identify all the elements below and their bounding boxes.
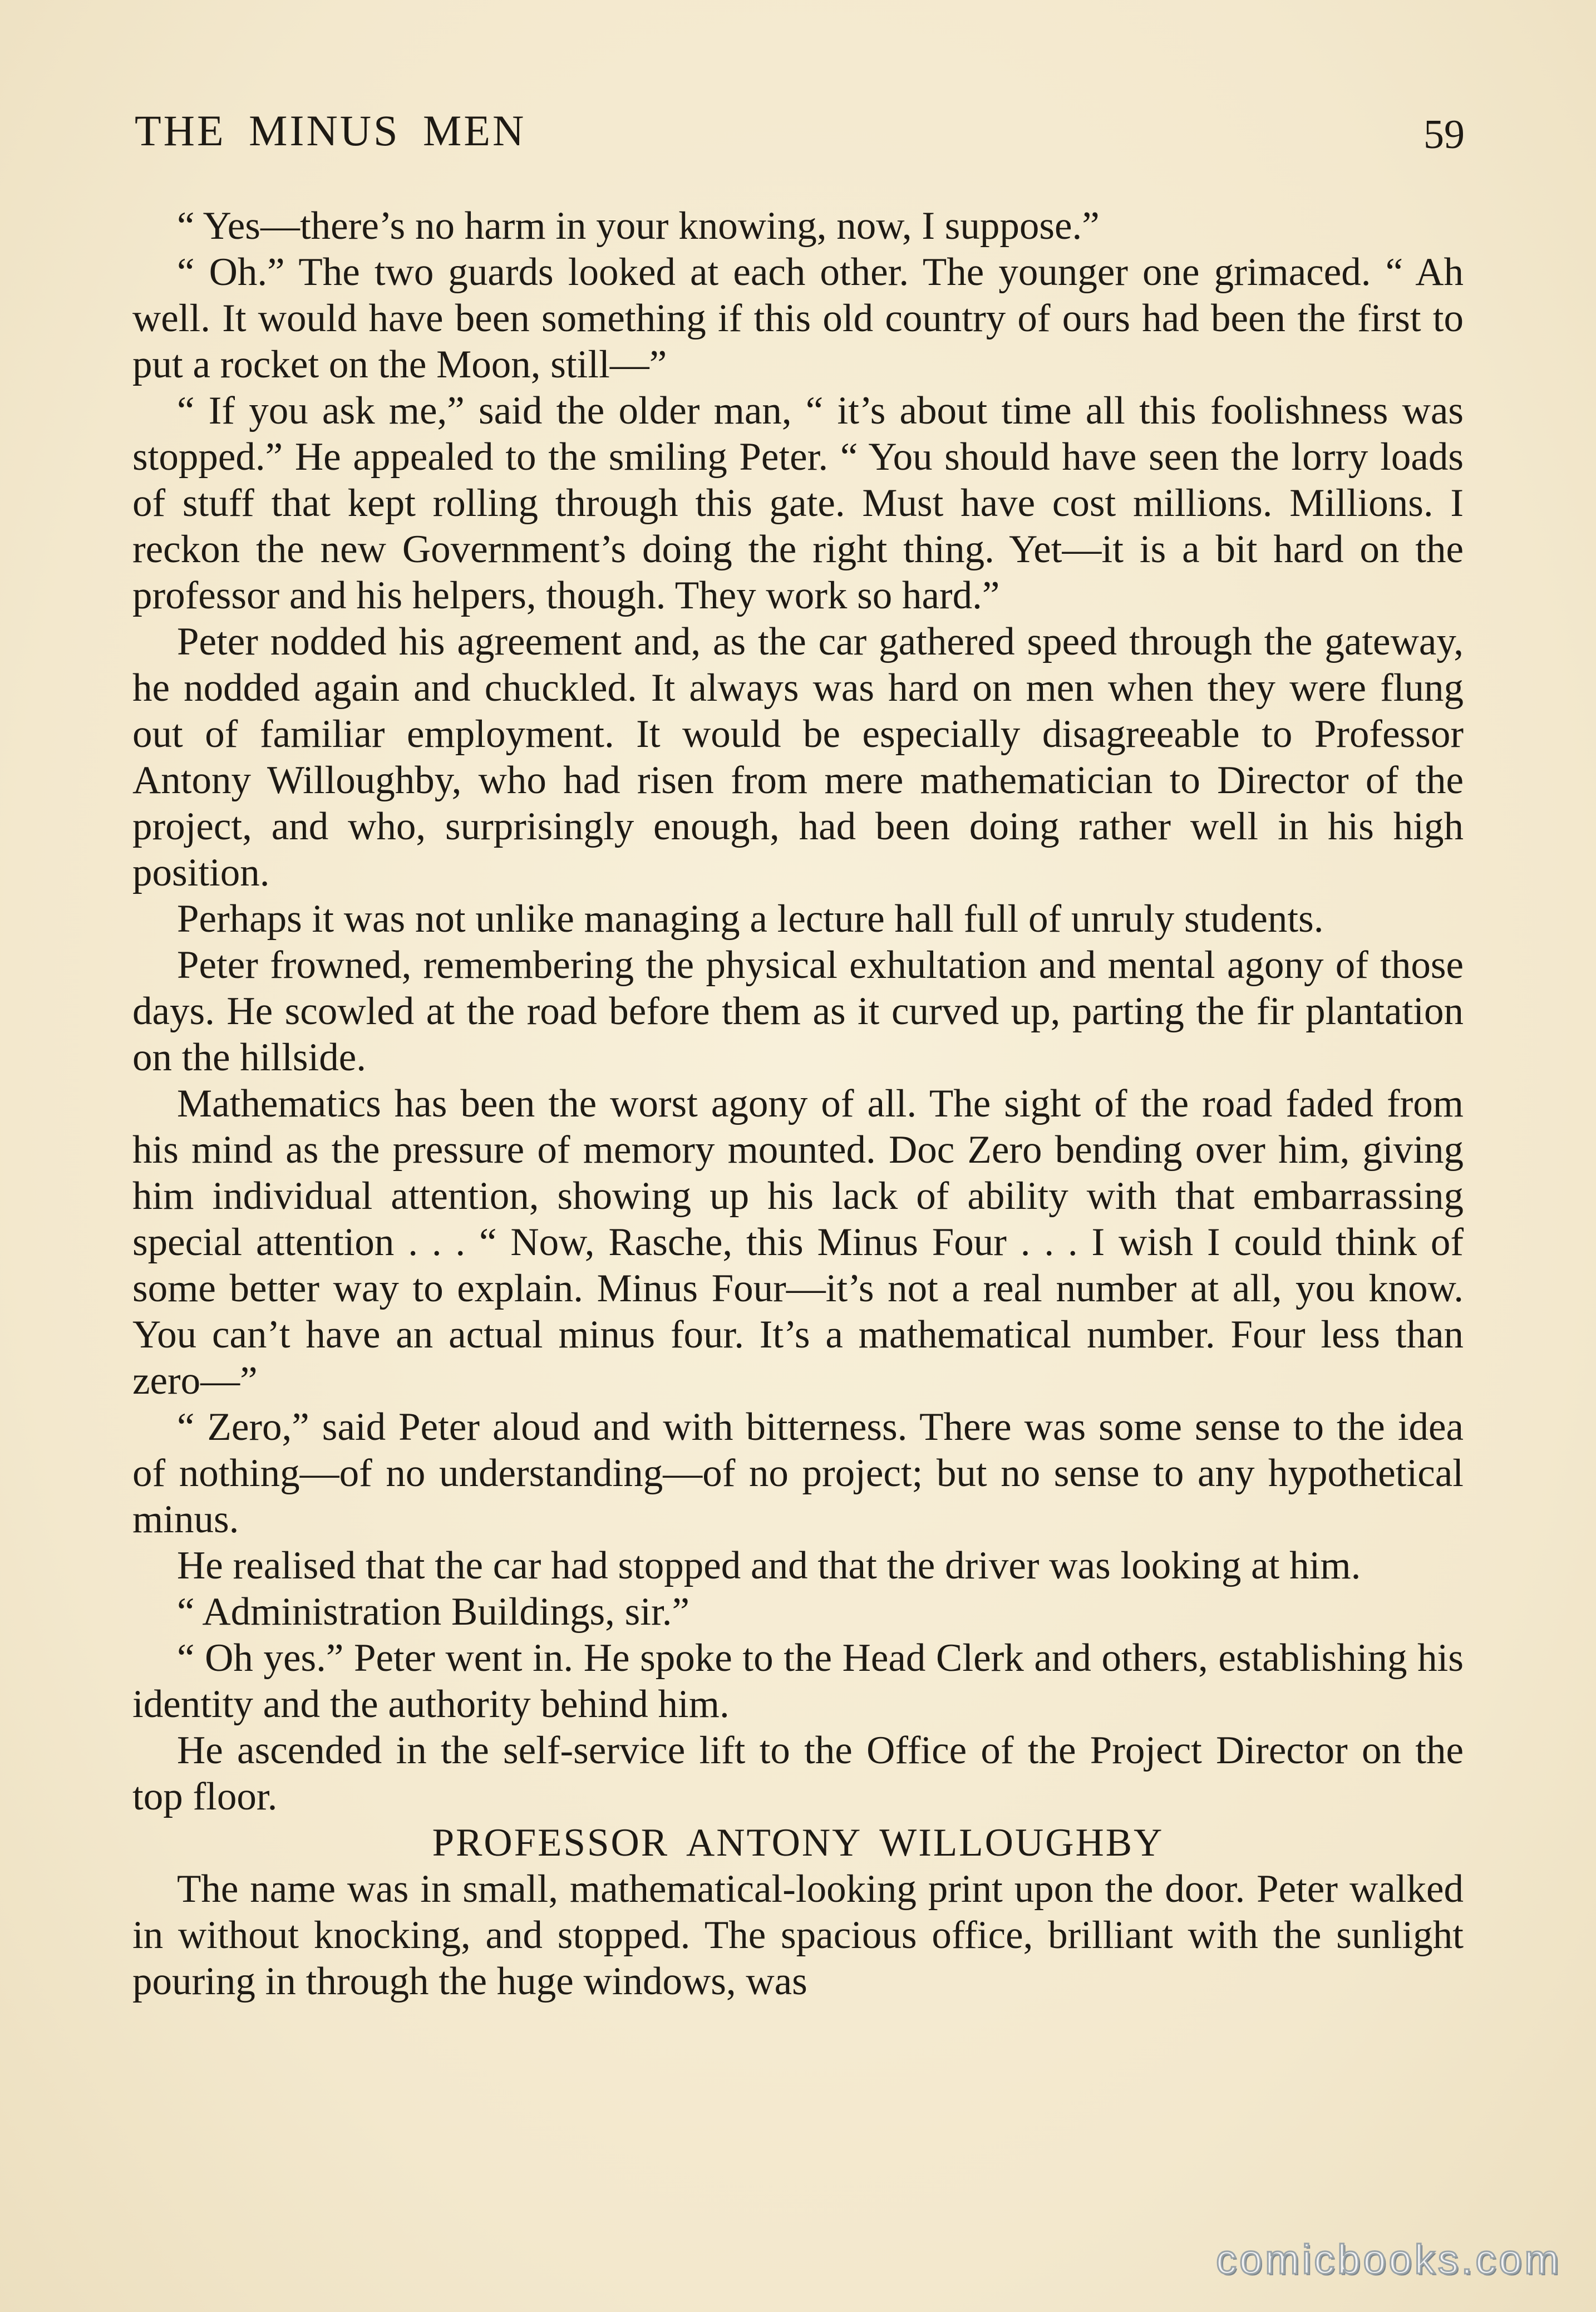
paragraph: Perhaps it was not unlike managing a lecture hall full of unruly students. bbox=[177, 897, 1324, 941]
paragraph: Peter frowned, remembering the physical exhultation and mental agony of those days. He scowled at the road before them as it curved up, parting the fir plantation on the hillside. bbox=[132, 943, 1464, 1079]
paragraph: “ If you ask me,” said the older man, “ it’s about time all this foolishness was stopped.” He appealed to the smiling Peter. “ You should have seen the lorry loads of stuff that kept rolling through this gate. Must have cost millions. Millions. I reckon the new Government’s doing the right thing. Yet—it is a bit hard on the professor and his helpers, though. They work so hard.” bbox=[132, 389, 1464, 617]
paragraph: “ Zero,” said Peter aloud and with bitterness. There was some sense to the idea of nothing—of no understanding—of no project; but no sense to any hypothetical minus. bbox=[132, 1405, 1464, 1541]
paragraph: “ Administration Buildings, sir.” bbox=[177, 1590, 690, 1634]
paragraph: The name was in small, mathematical-looking print upon the door. Peter walked in without knocking, and stopped. The spacious office, brilliant with the sunlight pouring in through the huge windows, was bbox=[132, 1867, 1464, 2003]
page-header bbox=[135, 106, 1465, 167]
paragraph: “ Yes—there’s no harm in your knowing, now, I suppose.” bbox=[177, 204, 1100, 248]
paragraph: “ Oh.” The two guards looked at each other. The younger one grimaced. “ Ah well. It would have been something if this old country of ours had been the first to put a rocket on the Moon, still—” bbox=[132, 250, 1464, 386]
paragraph: Peter nodded his agreement and, as the car gathered speed through the gateway, he nodded again and chuckled. It always was hard on men when they were flung out of familiar employment. It would be especially disagreeable to Professor Antony Willoughby, who had risen from mere mathematician to Director of the project, and who, surprisingly enough, had been doing rather well in his high position. bbox=[132, 620, 1464, 894]
paragraph: He realised that the car had stopped and that the driver was looking at him. bbox=[177, 1544, 1361, 1587]
running-title: THE MINUS MEN bbox=[135, 106, 526, 155]
watermark-logo: comicbooks.com bbox=[1215, 2236, 1561, 2283]
paragraph: Mathematics has been the worst agony of all. The sight of the road faded from his mind as the pressure of memory mounted. Doc Zero bending over him, giving him individual attention, showing up his lack of ability with that embarrassing special attention . . . “ Now, Rasche, this Minus Four . . . I wish I could think of some better way to explain. Minus Four—it’s not a real number at all, you know. You can’t have an actual minus four. It’s a mathematical number. Four less than zero—” bbox=[132, 1082, 1464, 1403]
door-sign-heading: PROFESSOR ANTONY WILLOUGHBY bbox=[432, 1821, 1164, 1865]
paragraph: “ Oh yes.” Peter went in. He spoke to the Head Clerk and others, establishing his identity and the authority behind him. bbox=[132, 1636, 1464, 1726]
page-body bbox=[132, 203, 1464, 2005]
page-number: 59 bbox=[1423, 112, 1465, 158]
paragraph: He ascended in the self-service lift to the Office of the Project Director on the top floor. bbox=[132, 1729, 1464, 1818]
